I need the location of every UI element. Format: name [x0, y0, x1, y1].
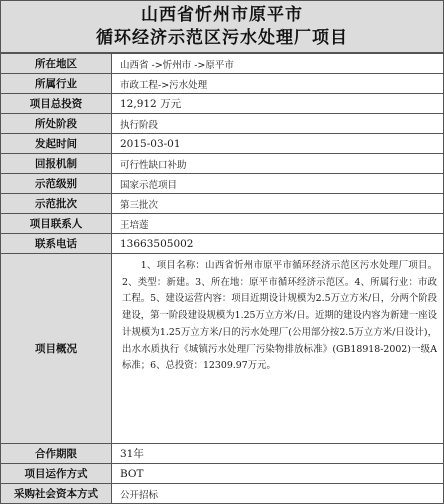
row-value-region: 山西省 ->忻州市 ->原平市 [112, 54, 444, 74]
row-value-phone: 13663505002 [112, 234, 444, 254]
row-label-region: 所在地区 [1, 54, 112, 74]
table-row [1, 114, 444, 134]
row-value-overview: 1、项目名称：山西省忻州市原平市循环经济示范区污水处理厂项目。2、类型：新建。3、所在地：原平市循环经济示范区。4、所属行业：市政工程。5、建设运营内容：项目近期设计规模为2.5万立方米/日，分两个阶段建设，第一阶段建设规模为1.25万立方米/日。近期的建设内容为新建一座设计规模为1.25万立方米/日的污水处理厂(公用部分按2.5万立方米/日设计)，出水水质执行《城镇污水处理厂污染物排放标准》(GB18918-2002)一级A标准；6、总投资：12309.97万元。 [112, 254, 444, 444]
row-label-procurement: 采购社会资本方式 [1, 484, 112, 504]
table-row [1, 444, 444, 464]
table-row [1, 74, 444, 94]
table-row [1, 464, 444, 484]
table-row [1, 254, 444, 444]
row-label-start-date: 发起时间 [1, 134, 112, 154]
title-block [0, 0, 444, 53]
row-label-overview: 项目概况 [1, 254, 112, 444]
row-value-demo-batch: 第三批次 [112, 194, 444, 214]
row-value-operation-mode: BOT [112, 464, 444, 484]
title-line-2: 循环经济示范区污水处理厂项目 [96, 28, 348, 48]
table-row [1, 174, 444, 194]
row-value-demo-level: 国家示范项目 [112, 174, 444, 194]
table-row [1, 54, 444, 74]
row-value-contact-person: 王培莲 [112, 214, 444, 234]
row-label-operation-mode: 项目运作方式 [1, 464, 112, 484]
table-row [1, 134, 444, 154]
table-row [1, 154, 444, 174]
row-label-stage: 所处阶段 [1, 114, 112, 134]
row-value-return-mechanism: 可行性缺口补助 [112, 154, 444, 174]
row-label-return-mechanism: 回报机制 [1, 154, 112, 174]
table-row [1, 214, 444, 234]
row-label-term: 合作期限 [1, 444, 112, 464]
title-line-1: 山西省忻州市原平市 [141, 5, 303, 25]
table-row [1, 484, 444, 504]
row-value-investment: 12,912 万元 [112, 94, 444, 114]
row-value-start-date: 2015-03-01 [112, 134, 444, 154]
row-label-investment: 项目总投资 [1, 94, 112, 114]
row-label-phone: 联系电话 [1, 234, 112, 254]
table-row [1, 194, 444, 214]
row-value-procurement: 公开招标 [112, 484, 444, 504]
row-label-industry: 所属行业 [1, 74, 112, 94]
info-table [0, 53, 444, 504]
row-label-demo-level: 示范级别 [1, 174, 112, 194]
row-label-contact-person: 项目联系人 [1, 214, 112, 234]
table-row [1, 94, 444, 114]
row-value-term: 31年 [112, 444, 444, 464]
row-value-industry: 市政工程->污水处理 [112, 74, 444, 94]
row-value-stage: 执行阶段 [112, 114, 444, 134]
row-label-demo-batch: 示范批次 [1, 194, 112, 214]
table-row [1, 234, 444, 254]
